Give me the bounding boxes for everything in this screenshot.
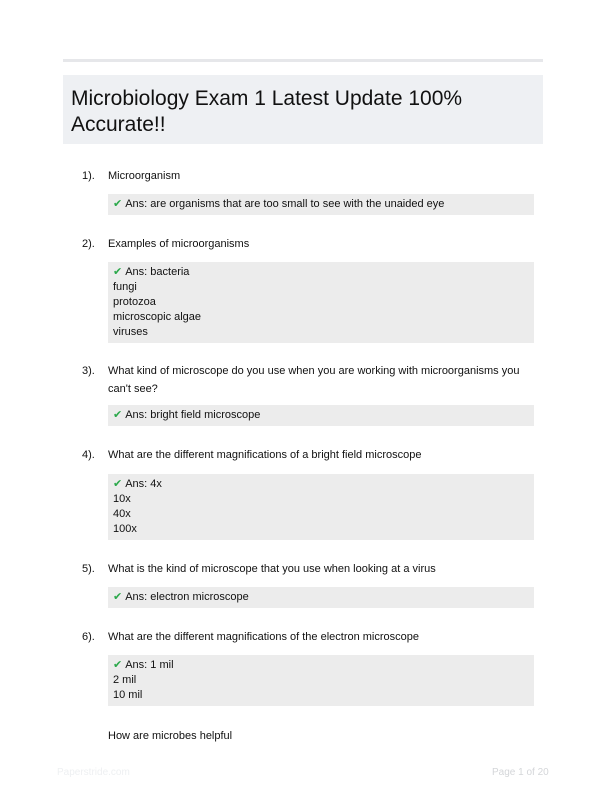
- answer-line: 2 mil: [113, 674, 137, 686]
- question-number: 1).: [82, 170, 95, 182]
- question-text: What kind of microscope do you use when you are working with microorganisms you can't see?: [108, 365, 520, 395]
- answer-line: Ans: 4x: [125, 478, 162, 490]
- question-number: 6).: [82, 631, 95, 643]
- footer-watermark: Paperstride.com: [57, 767, 130, 778]
- answer-line: viruses: [113, 326, 148, 338]
- answer-line: microscopic algae: [113, 311, 202, 323]
- answer-box: [108, 262, 534, 343]
- question-text: Examples of microorganisms: [108, 238, 250, 250]
- answer-box: [108, 405, 534, 426]
- answer-line: Ans: bright field microscope: [125, 409, 261, 421]
- question-text: Microorganism: [108, 170, 181, 182]
- question-text: What is the kind of microscope that you use when looking at a virus: [108, 563, 436, 575]
- answer-line: 10 mil: [113, 689, 143, 701]
- question-number: 4).: [82, 449, 95, 461]
- question-number: 5).: [82, 563, 95, 575]
- answer-line: Ans: bacteria: [125, 266, 190, 278]
- answer-box: [108, 474, 534, 540]
- title-box: [63, 75, 543, 144]
- question-number: 2).: [82, 238, 95, 250]
- check-icon: ✔: [113, 591, 123, 603]
- answer-line: 100x: [113, 523, 137, 535]
- answer-line: 10x: [113, 493, 131, 505]
- answer-box: [108, 655, 534, 706]
- check-icon: ✔: [113, 409, 123, 421]
- answer-line: 40x: [113, 508, 131, 520]
- answer-line: Ans: electron microscope: [125, 591, 249, 603]
- page-number: Page 1 of 20: [492, 767, 549, 778]
- trailing-question-text: How are microbes helpful: [108, 730, 233, 742]
- answer-box: [108, 194, 534, 215]
- answer-line: protozoa: [113, 296, 156, 308]
- answer-box: [108, 587, 534, 608]
- question-text: What are the different magnifications of the electron microscope: [108, 631, 420, 643]
- check-icon: ✔: [113, 478, 123, 490]
- check-icon: ✔: [113, 198, 123, 210]
- check-icon: ✔: [113, 266, 123, 278]
- answer-line: Ans: are organisms that are too small to see with the unaided eye: [125, 198, 445, 210]
- question-number: 3).: [82, 365, 95, 377]
- answer-line: fungi: [113, 281, 137, 293]
- page-title: Microbiology Exam 1 Latest Update 100% Accurate!!: [71, 87, 463, 136]
- header-rule: [63, 59, 543, 62]
- question-text: What are the different magnifications of a bright field microscope: [108, 449, 422, 461]
- check-icon: ✔: [113, 659, 123, 671]
- answer-line: Ans: 1 mil: [125, 659, 174, 671]
